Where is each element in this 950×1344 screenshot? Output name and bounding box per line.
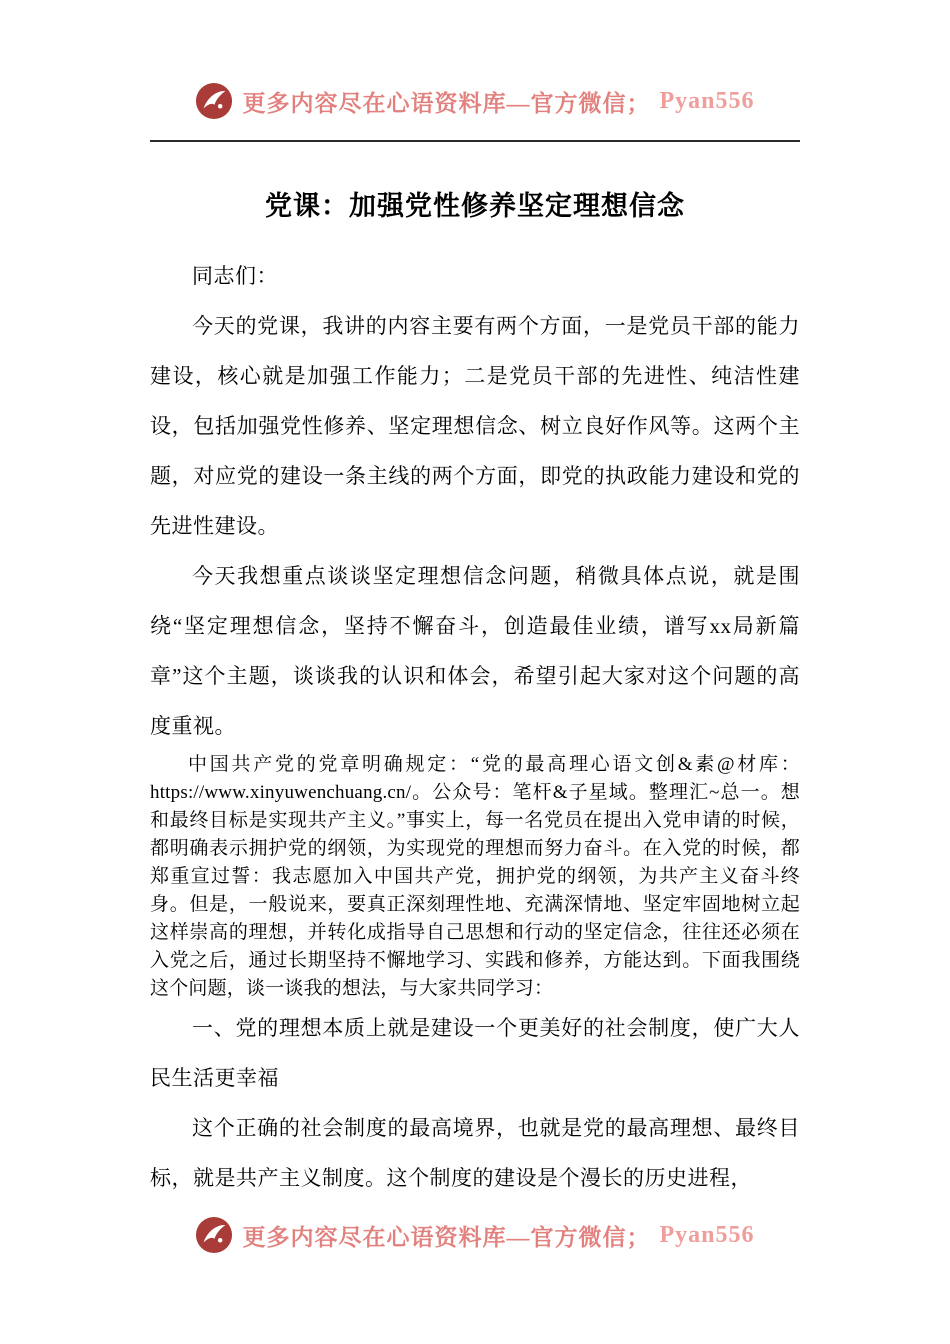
document-body <box>150 251 800 1203</box>
paragraph-salutation: 同志们： <box>192 264 278 288</box>
footer-banner <box>0 1216 950 1254</box>
paragraph: 今天我想重点谈谈坚定理想信念问题，稍微具体点说，就是围绕“坚定理想信念，坚持不懈奋斗，创造最佳业绩，谱写xx局新篇章”这个主题，谈谈我的认识和体会，希望引起大家对这个问题的高度重视。 <box>150 564 800 738</box>
header-divider <box>150 140 800 142</box>
brand-logo-icon <box>195 82 233 120</box>
paragraph: 今天的党课，我讲的内容主要有两个方面，一是党员干部的能力建设，核心就是加强工作能力；二是党员干部的先进性、纯洁性建设，包括加强党性修养、坚定理想信念、树立良好作风等。这两个主题，对应党的建设一条主线的两个方面，即党的执政能力建设和党的先进性建设。 <box>150 314 800 538</box>
header-wechat-id: Pyan556 <box>659 87 755 114</box>
header-banner-text: 更多内容尽在心语资料库—官方微信； <box>242 90 651 116</box>
brand-logo-icon <box>195 1216 233 1254</box>
document-title: 党课：加强党性修养坚定理想信念 <box>265 191 685 221</box>
paragraph-section-heading: 一、党的理想本质上就是建设一个更美好的社会制度，使广大人民生活更幸福 <box>150 1016 800 1090</box>
footer-banner-text: 更多内容尽在心语资料库—官方微信； <box>242 1224 651 1250</box>
footer-wechat-id: Pyan556 <box>659 1221 755 1248</box>
header-banner <box>150 0 800 120</box>
paragraph: 这个正确的社会制度的最高境界，也就是党的最高理想、最终目标，就是共产主义制度。这个制度的建设是个漫长的历史进程， <box>150 1116 800 1190</box>
paragraph-dense: 中国共产党的党章明确规定：“党的最高理心语文创&素@材库：https://www.xinyuwenchuang.cn/。公众号：笔杆&子星域。整理汇~总一。想和最终目标是实现共产主义。”事实上，每一名党员在提出入党申请的时候，都明确表示拥护党的纲领，为实现党的理想而努力奋斗。在入党的时候，都郑重宣过誓：我志愿加入中国共产党，拥护党的纲领，为共产主义奋斗终身。但是，一般说来，要真正深刻理性地、充满深情地、坚定牢固地树立起这样崇高的理想，并转化成指导自己思想和行动的坚定信念，往往还必须在入党之后，通过长期坚持不懈地学习、实践和修养，方能达到。下面我围绕这个问题，谈一谈我的想法，与大家共同学习： <box>150 754 800 999</box>
